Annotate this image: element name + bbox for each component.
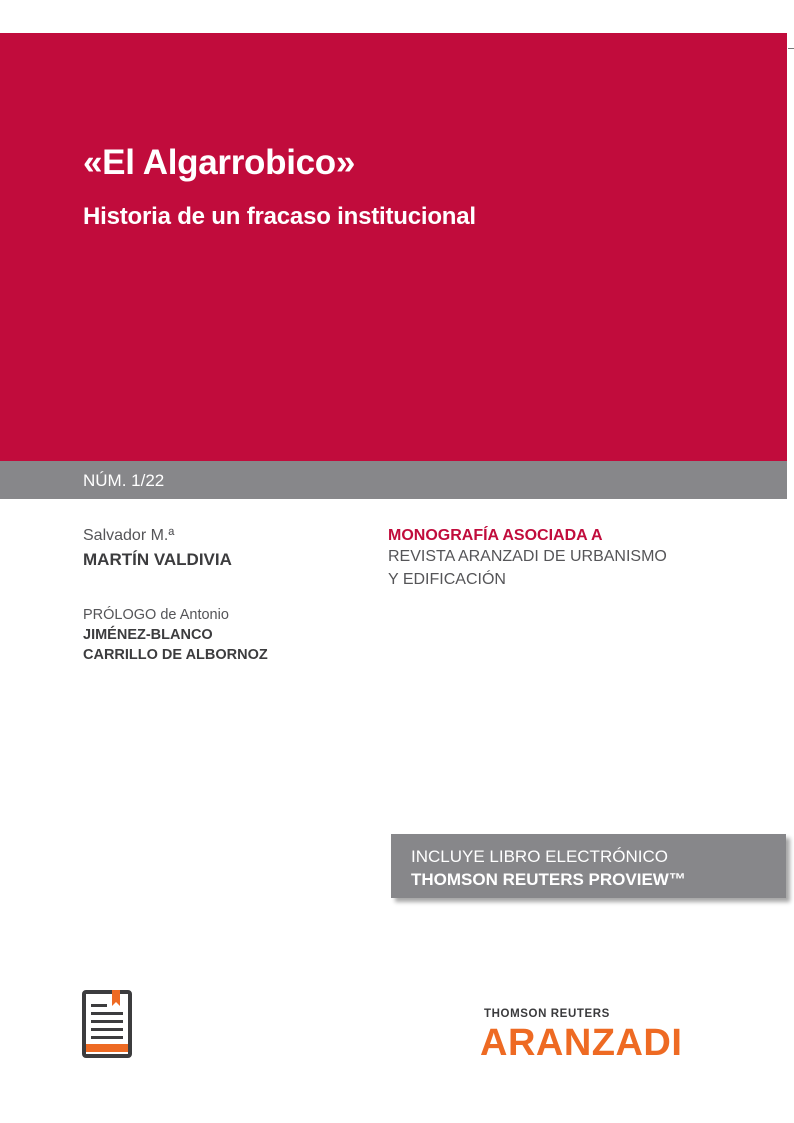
- issue-number: NÚM. 1/22: [83, 471, 165, 490]
- series-line2: Y EDIFICACIÓN: [388, 571, 506, 588]
- publisher-logo: ARANZADI: [480, 1022, 683, 1064]
- book-title: «El Algarrobico»: [83, 143, 356, 182]
- prologue-name-line2: CARRILLO DE ALBORNOZ: [83, 647, 268, 663]
- ebook-line1: INCLUYE LIBRO ELECTRÓNICO: [411, 847, 668, 866]
- ebook-line2: THOMSON REUTERS PROVIEW™: [411, 870, 686, 889]
- prologue-intro: PRÓLOGO de Antonio: [83, 607, 229, 623]
- book-subtitle: Historia de un fracaso institucional: [83, 203, 476, 230]
- cover-title-block: [0, 33, 787, 461]
- author-given-name: Salvador M.ª: [83, 527, 175, 544]
- prologue-name-line1: JIMÉNEZ-BLANCO: [83, 627, 213, 643]
- author-surname: MARTÍN VALDIVIA: [83, 550, 232, 569]
- series-heading: MONOGRAFÍA ASOCIADA A: [388, 527, 603, 544]
- document-icon: [82, 990, 132, 1058]
- series-line1: REVISTA ARANZADI DE URBANISMO: [388, 548, 667, 565]
- edge-tick: [788, 48, 794, 49]
- publisher-parent: THOMSON REUTERS: [484, 1008, 610, 1020]
- top-margin: [0, 0, 794, 33]
- ebook-badge: [391, 834, 786, 898]
